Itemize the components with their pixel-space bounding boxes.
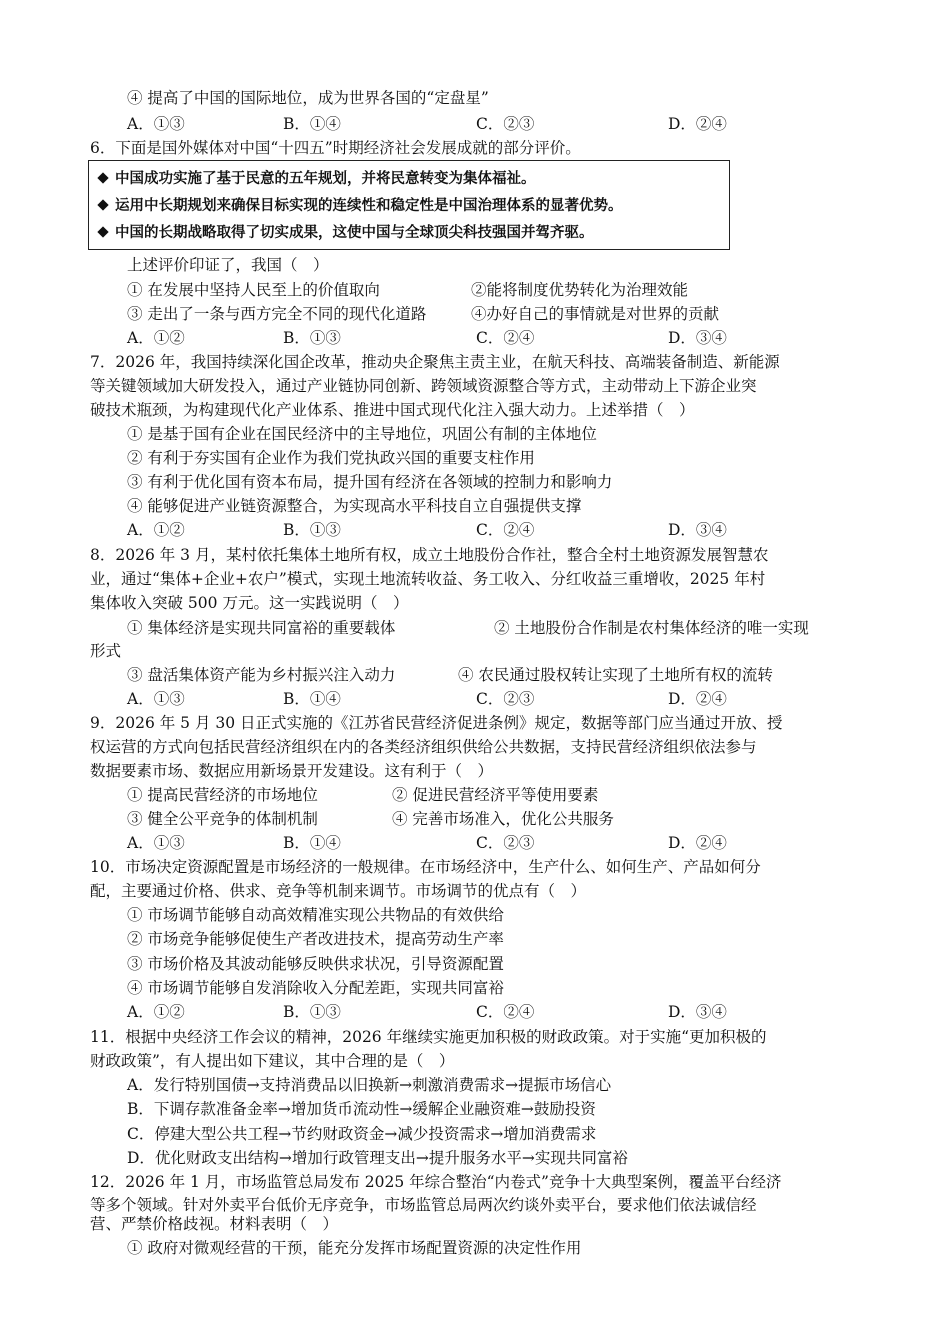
q10-stem-line-1: 10．市场决定资源配置是市场经济的一般规律。在市场经济中，生产什么、如何生产、产品如何分 xyxy=(90,858,761,876)
q10-choice-c[interactable]: C．②④ xyxy=(476,1003,535,1021)
q9-choice-d[interactable]: D．②④ xyxy=(668,834,727,852)
q6-choice-c[interactable]: C．②④ xyxy=(476,329,535,347)
q6-quote-box xyxy=(88,160,730,250)
q7-stem-line-3: 破技术瓶颈，为构建现代化产业体系、推进中国式现代化注入强大动力。上述举措（ ） xyxy=(90,401,695,419)
q8-option-2-continued: 形式 xyxy=(90,642,122,660)
q8-option-2: ② 土地股份合作制是农村集体经济的唯一实现 xyxy=(494,619,809,637)
q8-option-3: ③ 盘活集体资产能为乡村振兴注入动力 xyxy=(127,666,396,684)
q8-choice-a[interactable]: A．①③ xyxy=(127,690,185,708)
q9-option-4: ④ 完善市场准入，优化公共服务 xyxy=(392,810,614,828)
q9-option-3: ③ 健全公平竞争的体制机制 xyxy=(127,810,318,828)
q5-choice-b[interactable]: B．①④ xyxy=(283,115,341,133)
q10-option-2: ② 市场竞争能够促使生产者改进技术，提高劳动生产率 xyxy=(127,930,504,948)
q7-option-2: ② 有利于夯实国有企业作为我们党执政兴国的重要支柱作用 xyxy=(127,449,535,467)
q10-option-4: ④ 市场调节能够自发消除收入分配差距，实现共同富裕 xyxy=(127,979,504,997)
q5-choice-c[interactable]: C．②③ xyxy=(476,115,535,133)
q8-option-4: ④ 农民通过股权转让实现了土地所有权的流转 xyxy=(458,666,773,684)
q7-choice-c[interactable]: C．②④ xyxy=(476,521,535,539)
q7-choice-a[interactable]: A．①② xyxy=(127,521,185,539)
diamond-bullet-icon xyxy=(97,199,108,210)
q5-option-4: ④ 提高了中国的国际地位，成为世界各国的“定盘星” xyxy=(127,89,489,107)
q8-choice-c[interactable]: C．②③ xyxy=(476,690,535,708)
q8-choice-b[interactable]: B．①④ xyxy=(283,690,341,708)
q6-choice-d[interactable]: D．③④ xyxy=(668,329,727,347)
q8-stem-line-1: 8．2026 年 3 月，某村依托集体土地所有权，成立土地股份合作社，整合全村土地资源发展智慧农 xyxy=(90,546,769,564)
q11-option-a[interactable]: A．发行特别国债→支持消费品以旧换新→刺激消费需求→提振市场信心 xyxy=(127,1076,612,1094)
q11-stem-line-1: 11．根据中央经济工作会议的精神，2026 年继续实施更加积极的财政政策。对于实施“更加积极的 xyxy=(90,1028,767,1046)
q9-choice-b[interactable]: B．①④ xyxy=(283,834,341,852)
diamond-bullet-icon xyxy=(97,226,108,237)
q9-stem-line-3: 数据要素市场、数据应用新场景开发建设。这有利于（ ） xyxy=(90,762,494,780)
q8-stem-line-2: 业，通过“集体+企业+农户”模式，实现土地流转收益、务工收入、分红收益三重增收，2025 年村 xyxy=(90,570,766,588)
q12-stem-line-3: 营、严禁价格歧视。材料表明（ ） xyxy=(90,1215,339,1233)
q7-stem-line-2: 等关键领域加大研发投入，通过产业链协同创新、跨领域资源整合等方式，主动带动上下游企业突 xyxy=(90,377,757,395)
q11-option-d[interactable]: D．优化财政支出结构→增加行政管理支出→提升服务水平→实现共同富裕 xyxy=(127,1149,628,1167)
q6-choice-a[interactable]: A．①② xyxy=(127,329,185,347)
q5-choice-a[interactable]: A．①③ xyxy=(127,115,185,133)
q6-option-3: ③ 走出了一条与西方完全不同的现代化道路 xyxy=(127,305,427,323)
q10-option-3: ③ 市场价格及其波动能够反映供求状况，引导资源配置 xyxy=(127,955,504,973)
q11-option-c[interactable]: C．停建大型公共工程→节约财政资金→减少投资需求→增加消费需求 xyxy=(127,1125,597,1143)
q10-choice-d[interactable]: D．③④ xyxy=(668,1003,727,1021)
q7-option-3: ③ 有利于优化国有资本布局，提升国有经济在各领域的控制力和影响力 xyxy=(127,473,613,491)
q12-option-1: ① 政府对微观经营的干预，能充分发挥市场配置资源的决定性作用 xyxy=(127,1239,582,1257)
q6-quote-3: 中国的长期战略取得了切实成果，这使中国与全球顶尖科技强国并驾齐驱。 xyxy=(97,223,594,243)
q6-option-2: ②能将制度优势转化为治理效能 xyxy=(471,281,689,299)
q8-stem-line-3: 集体收入突破 500 万元。这一实践说明（ ） xyxy=(90,594,409,612)
q9-option-2: ② 促进民营经济平等使用要素 xyxy=(392,786,599,804)
q12-stem-line-1: 12．2026 年 1 月，市场监管总局发布 2025 年综合整治“内卷式”竞争十大典型案例，覆盖平台经济 xyxy=(90,1173,782,1191)
q7-choice-b[interactable]: B．①③ xyxy=(283,521,341,539)
q9-option-1: ① 提高民营经济的市场地位 xyxy=(127,786,318,804)
q10-choice-a[interactable]: A．①② xyxy=(127,1003,185,1021)
q8-choice-d[interactable]: D．②④ xyxy=(668,690,727,708)
q5-choice-d[interactable]: D．②④ xyxy=(668,115,727,133)
q10-stem-line-2: 配，主要通过价格、供求、竞争等机制来调节。市场调节的优点有（ ） xyxy=(90,882,587,900)
q10-choice-b[interactable]: B．①③ xyxy=(283,1003,341,1021)
q6-option-1: ① 在发展中坚持人民至上的价值取向 xyxy=(127,281,380,299)
q9-stem-line-2: 权运营的方式向包括民营经济组织在内的各类经济组织供给公共数据，支持民营经济组织依法参与 xyxy=(90,738,757,756)
q7-stem-line-1: 7．2026 年，我国持续深化国企改革，推动央企聚焦主责主业，在航天科技、高端装备制造、新能源 xyxy=(90,353,780,371)
diamond-bullet-icon xyxy=(97,172,108,183)
q8-option-1: ① 集体经济是实现共同富裕的重要载体 xyxy=(127,619,396,637)
q7-option-4: ④ 能够促进产业链资源整合，为实现高水平科技自立自强提供支撑 xyxy=(127,497,582,515)
q6-option-4: ④办好自己的事情就是对世界的贡献 xyxy=(471,305,720,323)
q6-stem: 6．下面是国外媒体对中国“十四五”时期经济社会发展成就的部分评价。 xyxy=(90,139,581,157)
q10-option-1: ① 市场调节能够自动高效精准实现公共物品的有效供给 xyxy=(127,906,504,924)
q9-choice-c[interactable]: C．②③ xyxy=(476,834,535,852)
q11-option-b[interactable]: B．下调存款准备金率→增加货币流动性→缓解企业融资难→鼓励投资 xyxy=(127,1100,596,1118)
q6-quote-2: 运用中长期规划来确保目标实现的连续性和稳定性是中国治理体系的显著优势。 xyxy=(97,196,623,216)
q7-choice-d[interactable]: D．③④ xyxy=(668,521,727,539)
q9-stem-line-1: 9．2026 年 5 月 30 日正式实施的《江苏省民营经济促进条例》规定，数据等部门应当通过开放、授 xyxy=(90,714,783,732)
q6-quote-1: 中国成功实施了基于民意的五年规划，并将民意转变为集体福祉。 xyxy=(97,169,536,189)
q6-prompt: 上述评价印证了，我国（ ） xyxy=(127,256,329,274)
q9-choice-a[interactable]: A．①③ xyxy=(127,834,185,852)
q11-stem-line-2: 财政政策”，有人提出如下建议，其中合理的是（ ） xyxy=(90,1052,455,1070)
q7-option-1: ① 是基于国有企业在国民经济中的主导地位，巩固公有制的主体地位 xyxy=(127,425,597,443)
q12-stem-line-2: 等多个领域。针对外卖平台低价无序竞争，市场监管总局两次约谈外卖平台，要求他们依法诚信经 xyxy=(90,1196,757,1214)
q6-choice-b[interactable]: B．①③ xyxy=(283,329,341,347)
